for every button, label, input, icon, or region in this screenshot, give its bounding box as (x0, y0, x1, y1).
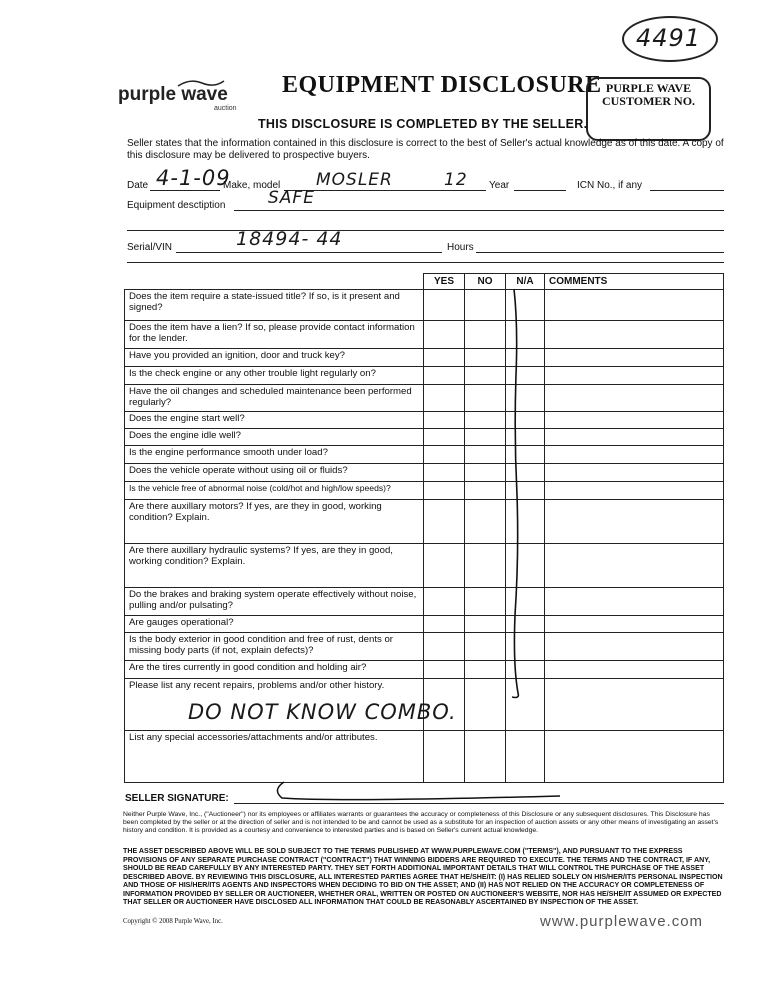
yes-cell[interactable] (424, 661, 465, 679)
handwritten-customer-number: 4491 (636, 24, 702, 52)
comments-cell[interactable] (545, 349, 724, 367)
table-row (125, 482, 724, 500)
serial-extra-line (127, 262, 724, 263)
no-cell[interactable] (465, 731, 506, 783)
col-no: NO (465, 274, 506, 290)
yes-cell[interactable] (424, 446, 465, 464)
question-text: Is the body exterior in good condition and free of rust, dents or missing body parts (if not, explain defects)? (125, 633, 424, 661)
yes-cell[interactable] (424, 385, 465, 412)
question-text: Are there auxillary hydraulic systems? If yes, are they in good, working condition? Explain. (125, 544, 424, 588)
hours-field[interactable] (476, 240, 724, 253)
question-text: Does the item require a state-issued title? If so, is it present and signed? (125, 290, 424, 321)
comments-cell[interactable] (545, 464, 724, 482)
repairs-value: DO NOT KNOW COMBO. (188, 700, 457, 724)
year-field[interactable] (514, 178, 566, 191)
description-label: Equipment desctiption (127, 200, 226, 211)
table-row (125, 385, 724, 412)
make-label: Make, model (223, 180, 281, 191)
comments-cell[interactable] (545, 616, 724, 633)
serial-label: Serial/VIN (127, 242, 173, 253)
page-title: EQUIPMENT DISCLOSURE (282, 72, 602, 98)
customer-box-line-1: PURPLE WAVE (605, 81, 692, 95)
question-text: Does the engine idle well? (125, 429, 424, 446)
yes-cell[interactable] (424, 731, 465, 783)
question-text: Does the vehicle operate without using oil or fluids? (125, 464, 424, 482)
table-row (125, 429, 724, 446)
yes-cell[interactable] (424, 588, 465, 616)
model-value: 12 (444, 170, 468, 190)
table-row (125, 321, 724, 349)
comments-cell[interactable] (545, 446, 724, 464)
question-text: Does the item have a lien? If so, please provide contact information for the lender. (125, 321, 424, 349)
repairs-label: Please list any recent repairs, problems and/or other history. (125, 679, 424, 731)
table-row (125, 633, 724, 661)
logo-text: purple wave (118, 84, 228, 105)
hours-label: Hours (447, 242, 474, 253)
question-text: Have the oil changes and scheduled maintenance been performed regularly? (125, 385, 424, 412)
date-label: Date (127, 180, 149, 191)
customer-number-box (586, 77, 711, 141)
yes-cell[interactable] (424, 349, 465, 367)
question-text: Is the vehicle free of abnormal noise (cold/hot and high/low speeds)? (125, 482, 424, 500)
icn-field[interactable] (650, 178, 724, 191)
comments-cell[interactable] (545, 679, 724, 731)
serial-value: 18494- 44 (236, 228, 343, 250)
make-value: MOSLER (316, 170, 393, 190)
table-row (125, 500, 724, 544)
question-text: Do the brakes and braking system operate effectively without noise, pulling and/or pulsating? (125, 588, 424, 616)
comments-cell[interactable] (545, 731, 724, 783)
col-yes: YES (424, 274, 465, 290)
table-row (125, 349, 724, 367)
signature-stroke (270, 778, 570, 804)
yes-cell[interactable] (424, 464, 465, 482)
table-row (125, 616, 724, 633)
website-footer: www.purplewave.com (540, 913, 704, 930)
col-comments: COMMENTS (545, 274, 724, 290)
disclaimer-text: Neither Purple Wave, Inc., ("Auctioneer") nor its employees or affiliates warrants or guarantees the accuracy or completeness of this Disclosure or any subsequent disclosures. This Disclosure has been completed by the seller or at the direction of seller and is not intended to be and cannot be used as a substitute for an inspection of auction assets or any other means of investigating an asset's history and condition. It is provided as a courtesy and convenience to interested parties and is based on Seller's current actual knowledge. (123, 811, 719, 834)
description-value: SAFE (268, 188, 315, 208)
table-row (125, 367, 724, 385)
year-label: Year (489, 180, 510, 191)
table-row (125, 544, 724, 588)
table-row (125, 446, 724, 464)
question-text: Are there auxillary motors? If yes, are they in good, working condition? Explain. (125, 500, 424, 544)
subtitle: THIS DISCLOSURE IS COMPLETED BY THE SELLER. (258, 117, 588, 131)
yes-cell[interactable] (424, 412, 465, 429)
comments-cell[interactable] (545, 412, 724, 429)
comments-cell[interactable] (545, 367, 724, 385)
na-handwritten-line (500, 285, 530, 705)
description-extra-line (127, 230, 724, 231)
comments-cell[interactable] (545, 633, 724, 661)
comments-cell[interactable] (545, 385, 724, 412)
yes-cell[interactable] (424, 544, 465, 588)
yes-cell[interactable] (424, 429, 465, 446)
comments-cell[interactable] (545, 500, 724, 544)
copyright-text: Copyright © 2008 Purple Wave, Inc. (123, 918, 223, 925)
accessories-row (125, 731, 724, 783)
signature-label: SELLER SIGNATURE: (125, 793, 229, 804)
question-text: Have you provided an ignition, door and truck key? (125, 349, 424, 367)
date-value: 4-1-09 (156, 166, 231, 190)
comments-cell[interactable] (545, 482, 724, 500)
table-row (125, 464, 724, 482)
yes-cell[interactable] (424, 321, 465, 349)
question-text: Is the engine performance smooth under load? (125, 446, 424, 464)
yes-cell[interactable] (424, 500, 465, 544)
comments-cell[interactable] (545, 588, 724, 616)
intro-text: Seller states that the information contained in this disclosure is correct to the best of Seller's actual knowledge as of this date. A copy of this disclosure may be delivered to prospective buyers. (127, 138, 724, 161)
terms-text: THE ASSET DESCRIBED ABOVE WILL BE SOLD SUBJECT TO THE TERMS PUBLISHED AT WWW.PURPLEWAVE.COM ("TERMS"), AND PURSUANT TO THE EXPRESS PROVISIONS OF ANY SEPARATE PURCHASE CONTRACT ("CONTRACT") THAT WINNING BIDDERS ARE REQUIRED TO EXECUTE. THE TERMS AND THE CONTRACT, IF ANY, SHOULD BE READ CAREFULLY BY ANY INTERESTED PARTY. THEY SET FORTH ADDITIONAL IMPORTANT DETAILS THAT WILL CONTROL THE PURCHASE OF THE ASSET DESCRIBED ABOVE. BY REVIEWING THIS DISCLOSURE, ALL INTERESTED PARTIES AGREE THAT HE/SHE/IT: (I) HAS RELIED SOLELY ON HIS/HER/ITS PERSONAL INSPECTION AND THOSE OF HIS/HER/ITS AGENTS AND INSPECTORS WHEN DECIDING TO BID ON THE ASSET; AND (II) HAS NOT RELIED ON THE ACCURACY OR COMPLETENESS OF INFORMATION PROVIDED BY SELLER OR AUCTIONEER, WHETHER ORAL, WRITTEN OR POSTED ON AUCTIONEER'S WEBSITE, NOR HAS HE/SHE/IT ASSUMED OR EXPECTED THAT SELLER OR AUCTIONEER HAVE DISCLOSED ALL INFORMATION THAT COULD BE REASONABLY ASCERTAINED BY INSPECTION OF THE ASSET. (123, 847, 723, 906)
question-text: Is the check engine or any other trouble light regularly on? (125, 367, 424, 385)
question-text: Are the tires currently in good condition and holding air? (125, 661, 424, 679)
col-na: N/A (506, 274, 545, 290)
table-row (125, 588, 724, 616)
comments-cell[interactable] (545, 321, 724, 349)
yes-cell[interactable] (424, 290, 465, 321)
comments-cell[interactable] (545, 290, 724, 321)
logo-wave-mark (176, 78, 226, 88)
logo-subtext: auction (214, 105, 237, 112)
icn-label: ICN No., if any (577, 180, 643, 191)
comments-cell[interactable] (545, 429, 724, 446)
na-cell[interactable] (506, 731, 545, 783)
comments-cell[interactable] (545, 661, 724, 679)
question-text: Does the engine start well? (125, 412, 424, 429)
table-row (125, 661, 724, 679)
yes-cell[interactable] (424, 482, 465, 500)
yes-cell[interactable] (424, 367, 465, 385)
yes-cell[interactable] (424, 616, 465, 633)
question-text: Are gauges operational? (125, 616, 424, 633)
yes-cell[interactable] (424, 633, 465, 661)
table-header-row (125, 274, 724, 290)
customer-box-line-2: CUSTOMER NO. (601, 94, 696, 108)
accessories-label: List any special accessories/attachments and/or attributes. (125, 731, 424, 783)
comments-cell[interactable] (545, 544, 724, 588)
table-row (125, 412, 724, 429)
table-row (125, 290, 724, 321)
